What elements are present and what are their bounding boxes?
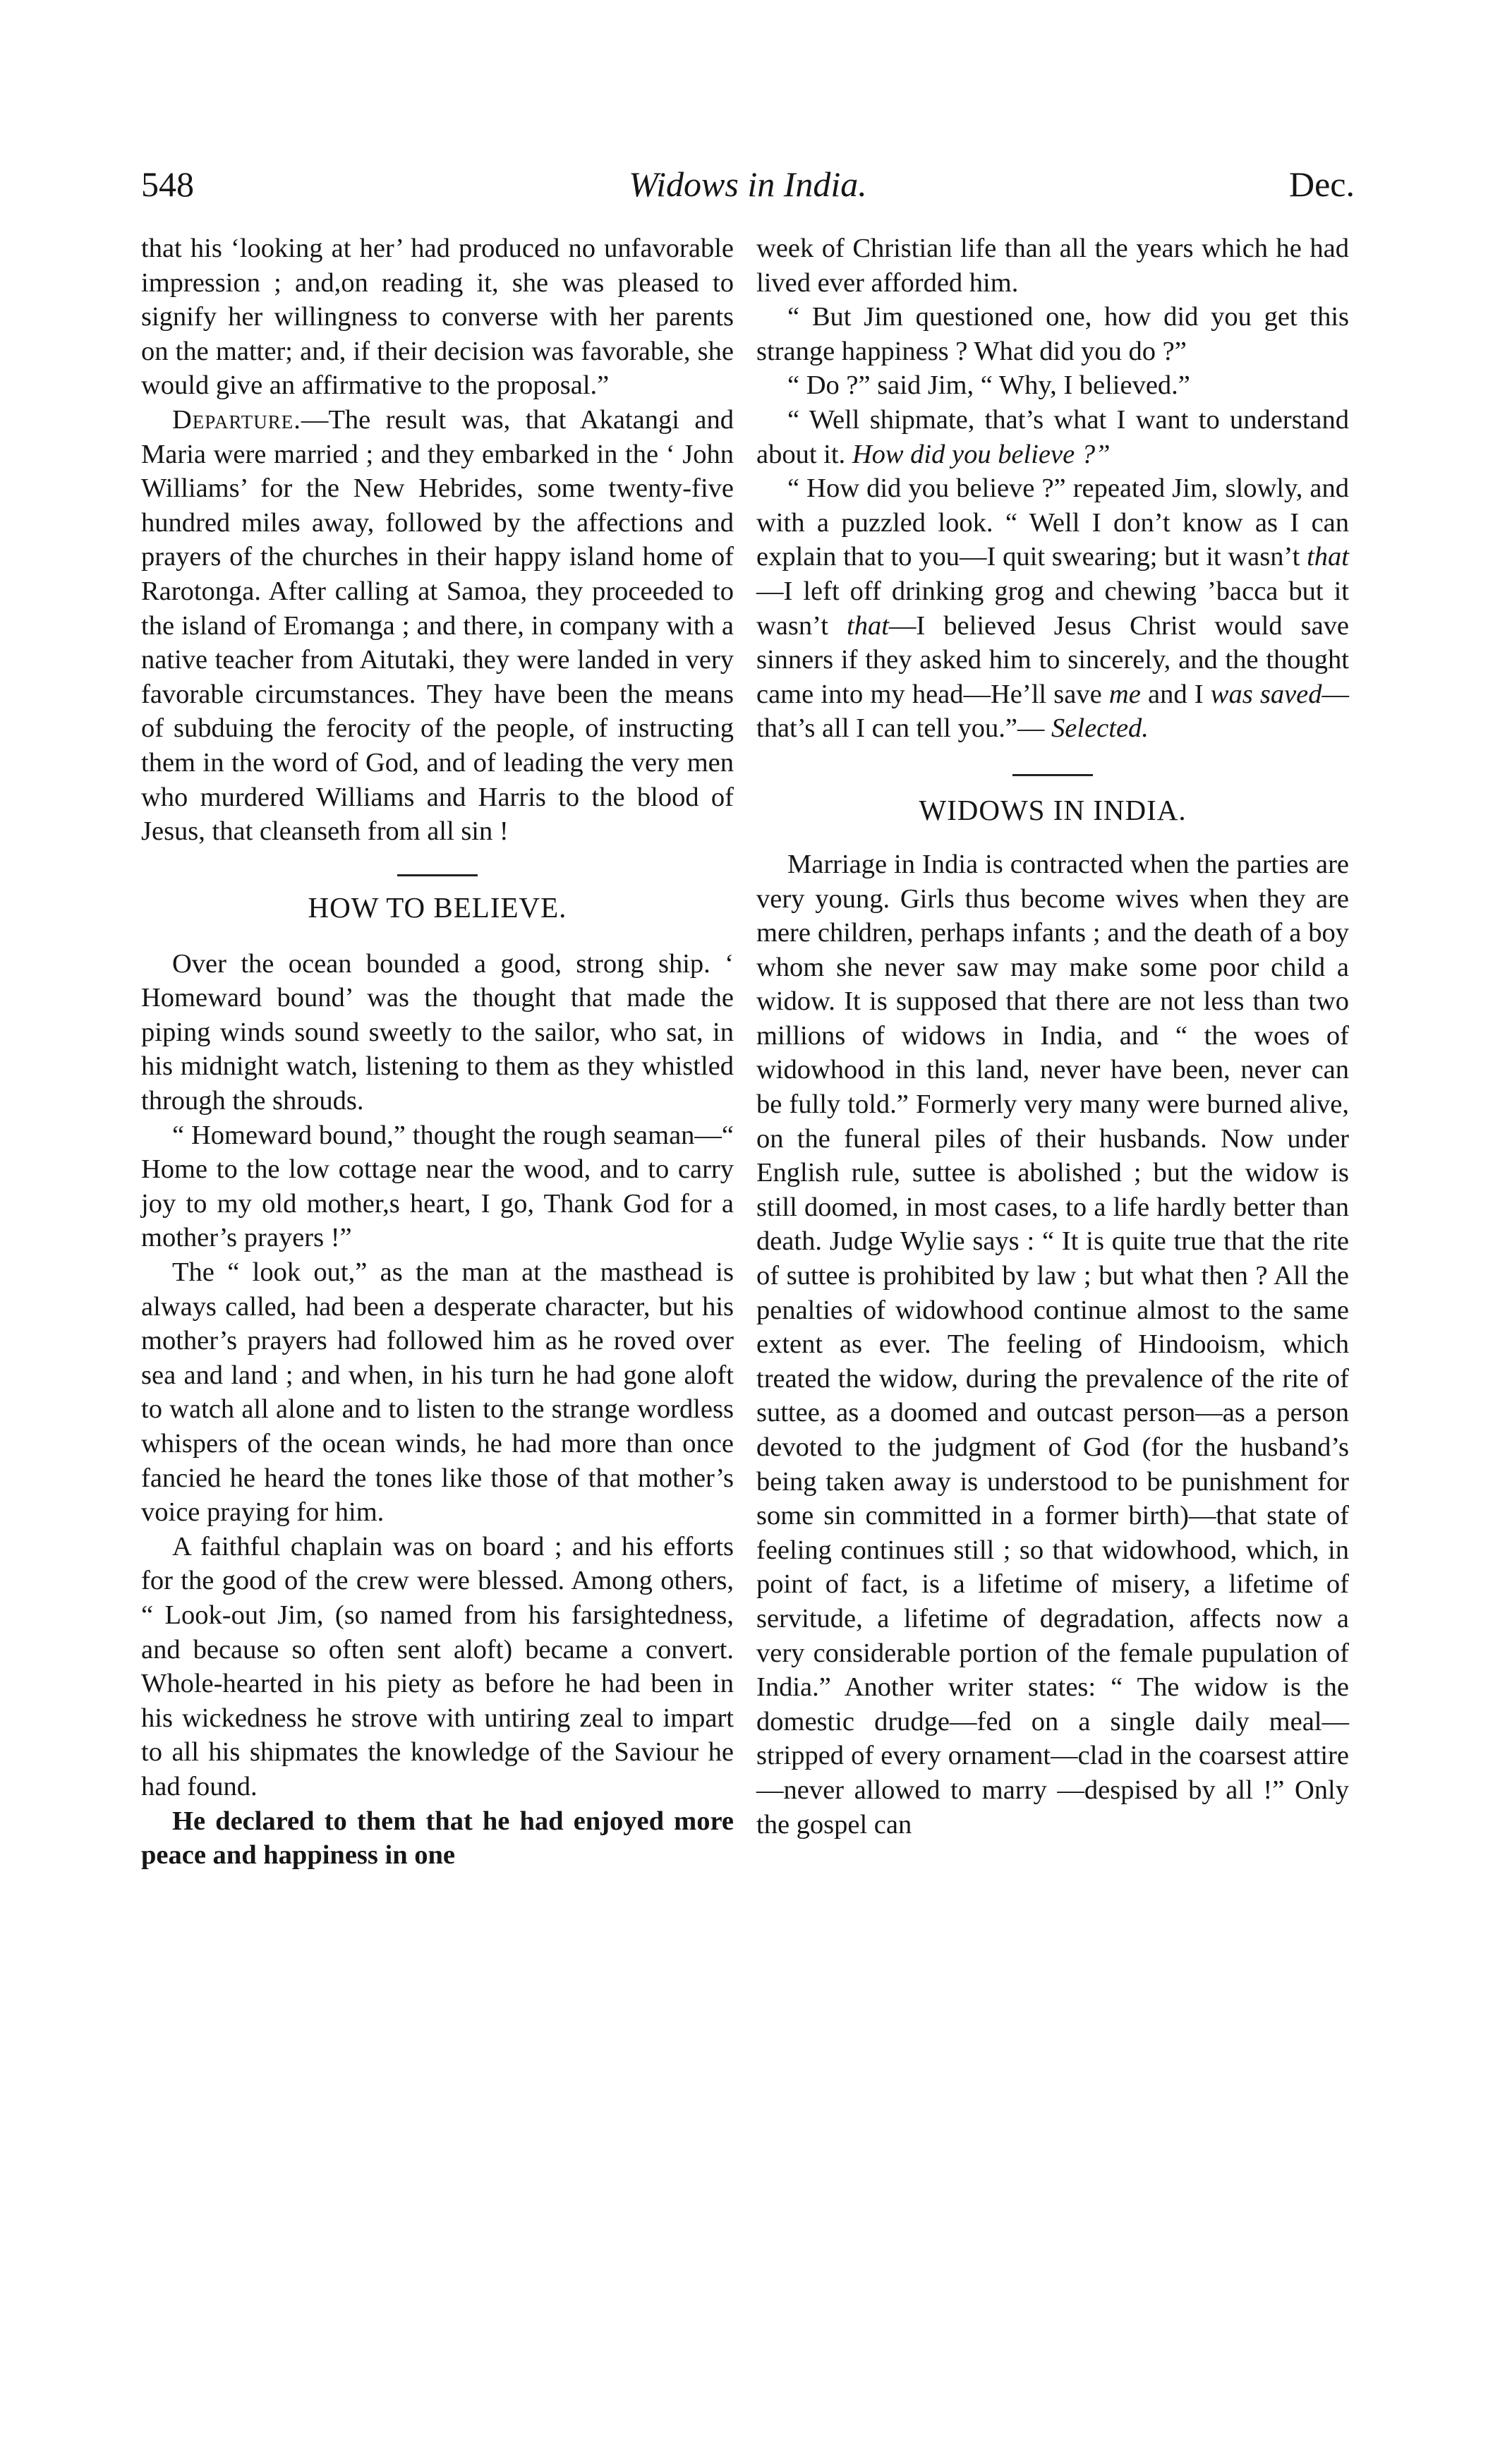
paragraph: “ But Jim questioned one, how did you get this strange happiness ? What did you do ?” [756, 302, 1349, 366]
section-heading-how-to-believe: HOW TO BELIEVE. [308, 890, 567, 924]
paragraph: week of Christian life than all the years which he had lived ever afforded him. [756, 234, 1349, 298]
paragraph [756, 471, 1349, 746]
italic-text: How did you believe ?” [852, 439, 1111, 469]
italic-text: was saved [1210, 679, 1322, 709]
text-run: “ Well shipmate, that’s what I want to understand about it. [756, 404, 1349, 469]
section-heading-widows-in-india: WIDOWS IN INDIA. [919, 793, 1187, 826]
italic-text: me [1108, 679, 1141, 709]
text-run: and I [1147, 679, 1204, 709]
paragraph: “ Homeward bound,” thought the rough seaman—“ Home to the low cottage near the wood, and to carry joy to my old mother,s heart, I go, Thank God for a mother’s prayers !” [141, 1120, 734, 1253]
text-run: —I believed Jesus Christ would save sinners if they asked him to sincerely, and the thought came into my head—He’ll save [756, 610, 1349, 709]
paragraph [756, 403, 1349, 471]
paragraph: Marriage in India is contracted when the parties are very young. Girls thus become wives when they are mere children, perhaps infants ; and the death of a boy whom she never saw may make some poor child a widow. It is supposed that there are not less than two millions of widows in India, and “ the woes of widowhood in this land, never have been, never can be fully told.” Formerly very many were burned alive, on the funeral piles of their husbands. Now under English rule, suttee is abolished ; but the widow is still doomed, in most cases, to a life hardly better than death. Judge Wylie says : “ It is quite true that the rite of suttee is prohibited by law ; but what then ? All the penalties of widowhood continue almost to the same extent as ever. The feeling of Hindooism, which treated the widow, during the prevalence of the rite of suttee, as a doomed and outcast person—as a person devoted to the judgment of God (for the husband’s being taken away is understood to be punishment for some sin committed in a former birth)—that state of feeling continues still ; so that widowhood, which, in point of fact, is a lifetime of misery, a lifetime of servitude, a lifetime of degradation, affects now a very considerable portion of the female pupulation of India.” Another writer states: “ The widow is the domestic drudge—fed on a single daily meal—stripped of every ornament—clad in the coarsest attire—never allowed to marry —despised by all !” Only the gospel can [756, 849, 1349, 1840]
paragraph: that his ‘looking at her’ had produced no unfavorable impression ; and,on reading it, she was pleased to signify her willingness to converse with her parents on the matter; and, if their decision was favorable, she would give an affirmative to the proposal.” [141, 234, 734, 401]
paragraph-text: —The result was, that Akatangi and Maria were married ; and they embarked in the ‘ John Williams’ for the New Hebrides, some twenty-five hundred miles away, followed by the affections and prayers of the churches in their happy island home of Rarotonga. After calling at Samoa, they proceeded to the island of Eromanga ; and there, in company with a native teacher from Aitutaki, they were landed in very favorable circumstances. They have been the means of subduing the ferocity of the people, of instructing them in the word of God, and of leading the very men who murdered Williams and Harris to the blood of Jesus, that cleanseth from all sin ! [141, 404, 734, 847]
running-head [141, 164, 1355, 213]
section-rule [397, 874, 478, 876]
right-column [756, 231, 1349, 1842]
paragraph: Over the ocean bounded a good, strong ship. ‘ Homeward bound’ was the thought that made the piping winds sound sweetly to the sailor, who sat, in his midnight watch, listening to them as they whistled through the shrouds. [141, 948, 734, 1116]
paragraph-departure [141, 403, 734, 849]
section-rule [1012, 774, 1093, 776]
italic-text: that [847, 610, 889, 641]
italic-text: that [1307, 542, 1349, 572]
left-column [141, 231, 734, 1873]
paragraph: A faithful chaplain was on board ; and his efforts for the good of the crew were blessed. Among others, “ Look-out Jim, (so named from his farsightedness, and because so often sent aloft) became a convert. Whole-hearted in his piety as before he had been in his wickedness he strove with untiring zeal to impart to all his shipmates the knowledge of the Saviour he had found. [141, 1531, 734, 1801]
paragraph: “ Do ?” said Jim, “ Why, I believed.” [787, 370, 1190, 401]
paragraph: He declared to them that he had enjoyed more peace and happiness in one [141, 1806, 734, 1871]
running-month: Dec. [1289, 164, 1355, 204]
running-title: Widows in India. [629, 164, 867, 204]
text-run: —I left off drinking grog and chewing ’bacca but it wasn’t [756, 576, 1349, 641]
page-number: 548 [141, 164, 194, 204]
text-run: “ How did you believe ?” repeated Jim, slowly, and with a puzzled look. “ Well I don’t know as I can explain that to you—I quit swearing; but it wasn’t [756, 473, 1349, 572]
paragraph: The “ look out,” as the man at the masthead is always called, had been a desperate character, but his mother’s prayers had followed him as he roved over sea and land ; and when, in his turn he had gone aloft to watch all alone and to listen to the strange wordless whispers of the ocean winds, he had more than once fancied he heard the tones like those of that mother’s voice praying for him. [141, 1257, 734, 1528]
text-run: —that’s all I can tell you.”— [756, 679, 1350, 744]
source-attribution: Selected. [1051, 713, 1149, 744]
run-in-heading: Departure. [172, 404, 301, 435]
